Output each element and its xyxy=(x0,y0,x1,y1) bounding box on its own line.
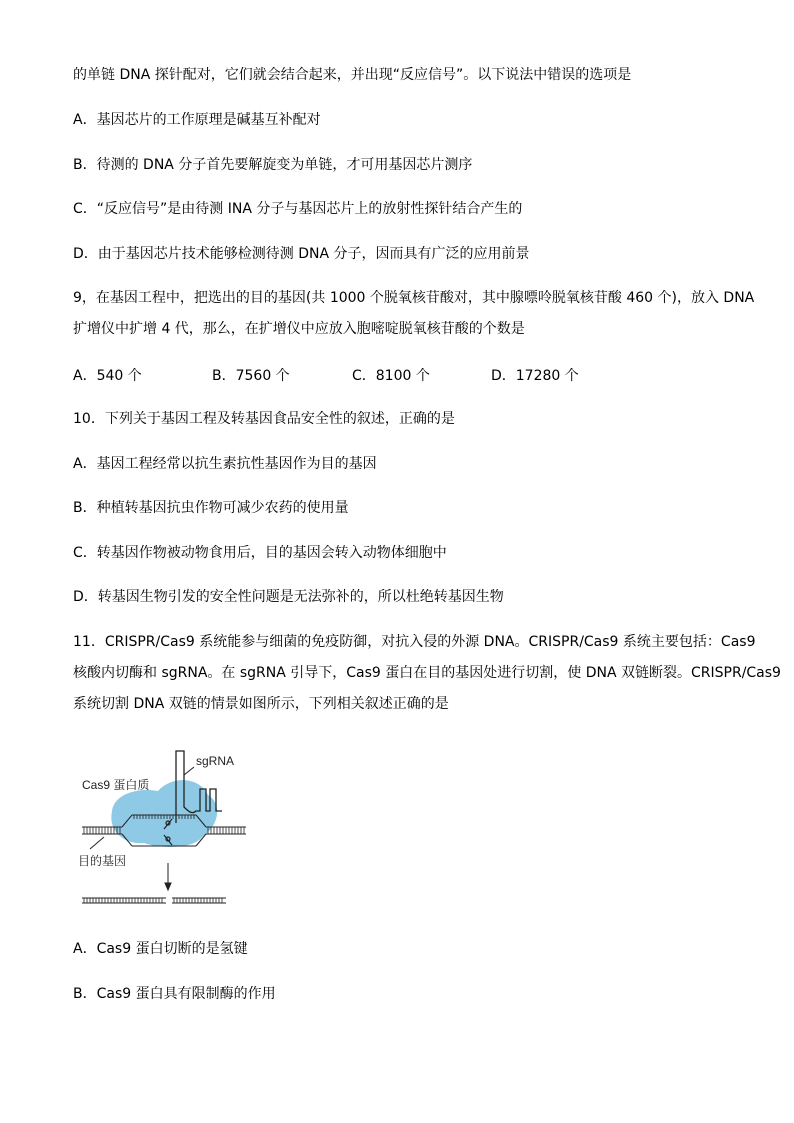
q9-stem-line2: 扩增仪中扩增 4 代，那么，在扩增仪中应放入胞嘧啶脱氧核苷酸的个数是 xyxy=(73,321,525,337)
q9-options xyxy=(73,366,723,386)
q9-option-b: B．7560 个 xyxy=(212,368,290,384)
q8-option-c: C．“反应信号”是由待测 INA 分子与基因芯片上的放射性探针结合产生的 xyxy=(73,201,523,217)
q10-option-b: B．种植转基因抗虫作物可减少农药的使用量 xyxy=(73,500,349,516)
target-gene-label: 目的基因 xyxy=(78,854,127,868)
sgrna-label: sgRNA xyxy=(196,754,235,768)
q8-option-a: A．基因芯片的工作原理是碱基互补配对 xyxy=(73,112,321,128)
q9-option-c: C．8100 个 xyxy=(352,368,430,384)
crispr-cas9-figure xyxy=(76,745,256,910)
q8-stem-continued: 的单链 DNA 探针配对，它们就会结合起来，并出现“反应信号”。以下说法中错误的选项是 xyxy=(73,67,632,83)
q8-option-b: B．待测的 DNA 分子首先要解旋变为单链，才可用基因芯片测序 xyxy=(73,157,473,173)
q11-stem-line2: 核酸内切酶和 sgRNA。在 sgRNA 引导下，Cas9 蛋白在目的基因处进行切割，使 DNA 双链断裂。CRISPR/Cas9 xyxy=(73,665,781,681)
q11-option-a: A．Cas9 蛋白切断的是氢键 xyxy=(73,941,248,957)
q11-stem-line1: 11．CRISPR/Cas9 系统能参与细菌的免疫防御，对抗入侵的外源 DNA。CRISPR/Cas9 系统主要包括：Cas9 xyxy=(73,634,756,650)
q9-option-a: A．540 个 xyxy=(73,368,142,384)
q10-stem: 10．下列关于基因工程及转基因食品安全性的叙述，正确的是 xyxy=(73,411,455,427)
q8-option-d: D．由于基因芯片技术能够检测待测 DNA 分子，因而具有广泛的应用前景 xyxy=(73,246,530,262)
arrow-down-icon xyxy=(165,863,171,890)
sgrna-pointer xyxy=(184,767,194,775)
q10-option-a: A．基因工程经常以抗生素抗性基因作为目的基因 xyxy=(73,456,377,472)
cas9-protein-label: Cas9 蛋白质 xyxy=(82,778,150,792)
gene-pointer xyxy=(90,837,104,849)
q10-option-c: C．转基因作物被动物食用后，目的基因会转入动物体细胞中 xyxy=(73,545,447,561)
q11-stem-line3: 系统切割 DNA 双链的情景如图所示，下列相关叙述正确的是 xyxy=(73,696,449,712)
q9-option-d: D．17280 个 xyxy=(491,368,579,384)
q10-option-d: D．转基因生物引发的安全性问题是无法弥补的，所以杜绝转基因生物 xyxy=(73,589,504,605)
q9-stem-line1: 9，在基因工程中，把选出的目的基因(共 1000 个脱氧核苷酸对，其中腺嘌呤脱氧核苷酸 460 个)，放入 DNA xyxy=(73,290,755,306)
q11-option-b: B．Cas9 蛋白具有限制酶的作用 xyxy=(73,986,276,1002)
